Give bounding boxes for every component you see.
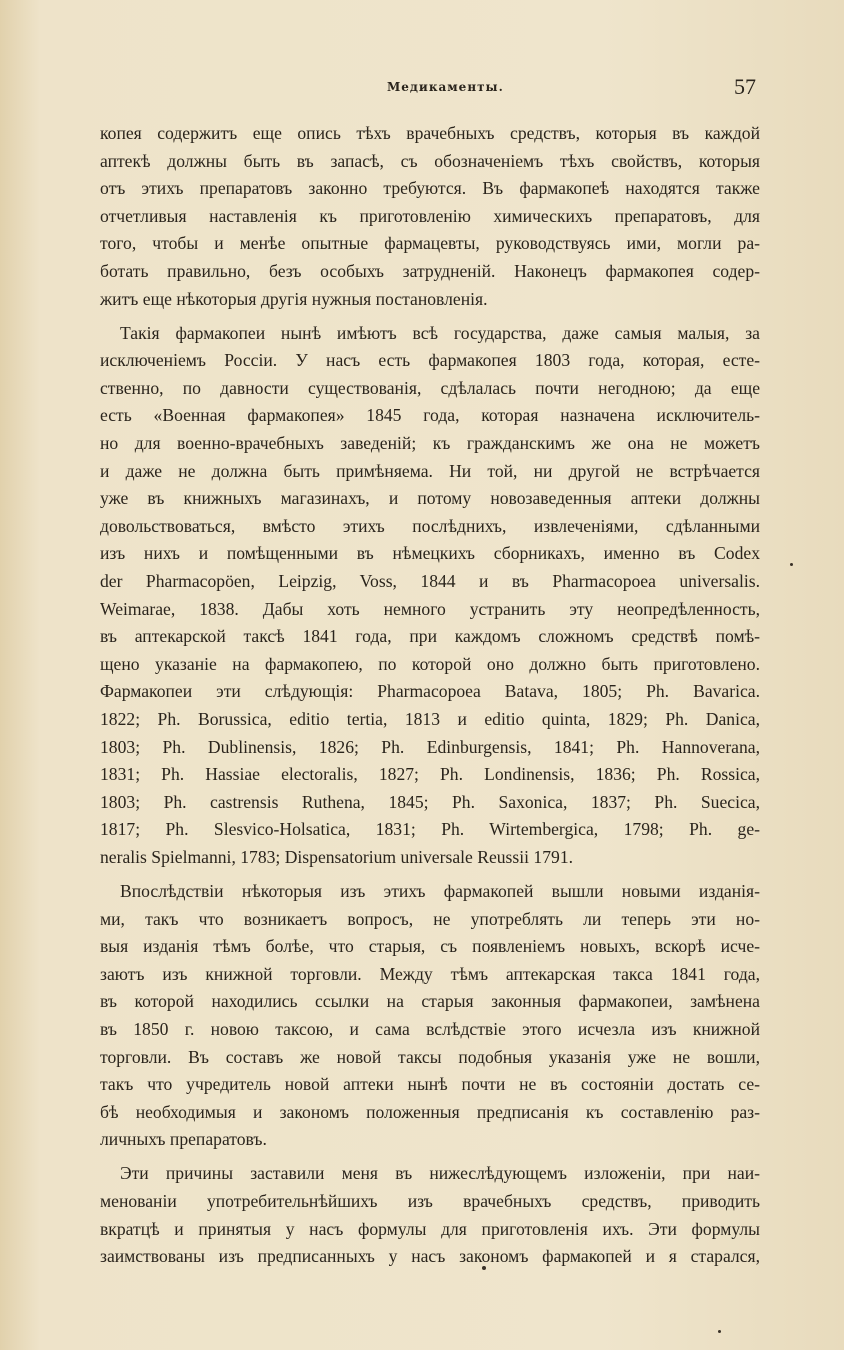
text-line: 1803; Ph. castrensis Ruthena, 1845; Ph. Saxonica, 1837; Ph. Suecica, — [100, 791, 760, 812]
text-line: Weimarae, 1838. Дабы хоть немного устранить эту неопредѣленность, — [100, 598, 760, 619]
paragraph-3 — [100, 878, 760, 1154]
text-line: въ 1850 г. новою таксою, и сама вслѣдствіе этого исчезла изъ книжной — [100, 1019, 760, 1039]
text-line: аптекѣ должны быть въ запасѣ, съ обозначеніемъ тѣхъ свойствъ, которыя — [100, 150, 760, 171]
text-line: 1803; Ph. Dublinensis, 1826; Ph. Edinburgensis, 1841; Ph. Hannoverana, — [100, 736, 760, 757]
page-header — [100, 76, 760, 100]
ink-speck — [790, 563, 793, 566]
text-line: 1817; Ph. Slesvico-Holsatica, 1831; Ph. Wirtembergica, 1798; Ph. ge- — [100, 819, 760, 840]
text-line: щено указаніе на фармакопею, по которой оно должно быть приготовлено. — [100, 653, 760, 674]
text-line: въ которой находились ссылки на старыя законныя фармакопеи, замѣнена — [100, 991, 760, 1012]
paragraph-1 — [100, 120, 760, 313]
text-line: копея содержитъ еще опись тѣхъ врачебныхъ средствъ, которыя въ каждой — [100, 123, 760, 143]
paragraph-4 — [100, 1160, 760, 1270]
text-line: торговли. Въ составъ же новой таксы подобныя указанія уже не вошли, — [100, 1046, 760, 1067]
text-line: бѣ необходимыя и закономъ положенныя предписанія къ составленію раз- — [100, 1101, 760, 1122]
text-line: 1822; Ph. Borussica, editio tertia, 1813 и editio quinta, 1829; Ph. Danica, — [100, 708, 760, 729]
text-line: довольствоваться, вмѣсто этихъ послѣднихъ, извлеченіями, сдѣланными — [100, 515, 760, 536]
text-line: Такія фармакопеи нынѣ имѣютъ всѣ государства, даже самыя малыя, за — [120, 322, 760, 343]
text-line: выя изданія тѣмъ болѣе, что старыя, съ появленіемъ новыхъ, вскорѣ исче- — [100, 936, 760, 957]
text-line: Фармакопеи эти слѣдующія: Pharmacopoea Batava, 1805; Ph. Bavarica. — [100, 681, 760, 702]
text-line: 1831; Ph. Hassiae electoralis, 1827; Ph. Londinensis, 1836; Ph. Rossica, — [100, 764, 760, 785]
text-line: отчетливыя наставленія къ приготовленію химическихъ препаратовъ, для — [100, 205, 760, 226]
text-line: такъ что учредитель новой аптеки нынѣ почти не въ состояніи достать се- — [100, 1074, 760, 1095]
running-head: Медикаменты. — [387, 80, 504, 94]
text-line: того, чтобы и менѣе опытные фармацевты, руководствуясь ими, могли ра- — [100, 233, 760, 254]
text-line: есть «Военная фармакопея» 1845 года, которая назначена исключитель- — [100, 405, 760, 426]
text-line: ми, такъ что возникаетъ вопросъ, не употреблять ли теперь эти но- — [100, 908, 760, 929]
ink-speck — [482, 1266, 486, 1270]
text-line: вкратцѣ и принятыя у насъ формулы для приготовленія ихъ. Эти формулы — [100, 1218, 760, 1239]
text-line: der Pharmacopöen, Leipzig, Voss, 1844 и въ Pharmacopoea universalis. — [100, 571, 760, 591]
text-line: ственно, по давности существованія, сдѣлалась почти негодною; да еще — [100, 377, 760, 398]
text-line: отъ этихъ препаратовъ законно требуются. Въ фармакопеѣ находятся также — [100, 178, 760, 199]
text-line: менованіи употребительнѣйшихъ изъ врачебныхъ средствъ, приводить — [100, 1191, 760, 1212]
text-line: заимствованы изъ предписанныхъ у насъ закономъ фармакопей и я старался, — [100, 1246, 760, 1267]
text-line: Эти причины заставили меня въ нижеслѣдующемъ изложеніи, при наи- — [120, 1163, 760, 1184]
text-line: но для военно-врачебныхъ заведеній; къ гражданскимъ же она не можетъ — [100, 433, 760, 454]
text-line: ботать правильно, безъ особыхъ затрудненій. Наконецъ фармакопея содер- — [100, 260, 760, 281]
text-line: заютъ изъ книжной торговли. Между тѣмъ аптекарская такса 1841 года, — [100, 963, 760, 984]
text-line: neralis Spielmanni, 1783; Dispensatorium universale Reussii 1791. — [100, 846, 574, 867]
ink-speck — [718, 1330, 721, 1333]
page-number: 57 — [734, 74, 756, 99]
text-line: личныхъ препаратовъ. — [100, 1129, 267, 1150]
text-line: Впослѣдствіи нѣкоторыя изъ этихъ фармакопей вышли новыми изданія- — [120, 881, 760, 902]
paragraph-2 — [100, 320, 760, 872]
text-line: изъ нихъ и помѣщенными въ нѣмецкихъ сборникахъ, именно въ Codex — [100, 543, 760, 564]
body-text — [100, 120, 760, 1277]
text-line: житъ еще нѣкоторыя другія нужныя постановленія. — [100, 288, 488, 309]
text-line: уже въ книжныхъ магазинахъ, и потому новозаведенныя аптеки должны — [100, 488, 760, 509]
text-line: въ аптекарской таксѣ 1841 года, при каждомъ сложномъ средствѣ помѣ- — [100, 626, 760, 647]
text-line: исключеніемъ Россіи. У насъ есть фармакопея 1803 года, которая, есте- — [100, 350, 760, 371]
text-line: и даже не должна быть примѣняема. Ни той, ни другой не встрѣчается — [100, 460, 760, 481]
